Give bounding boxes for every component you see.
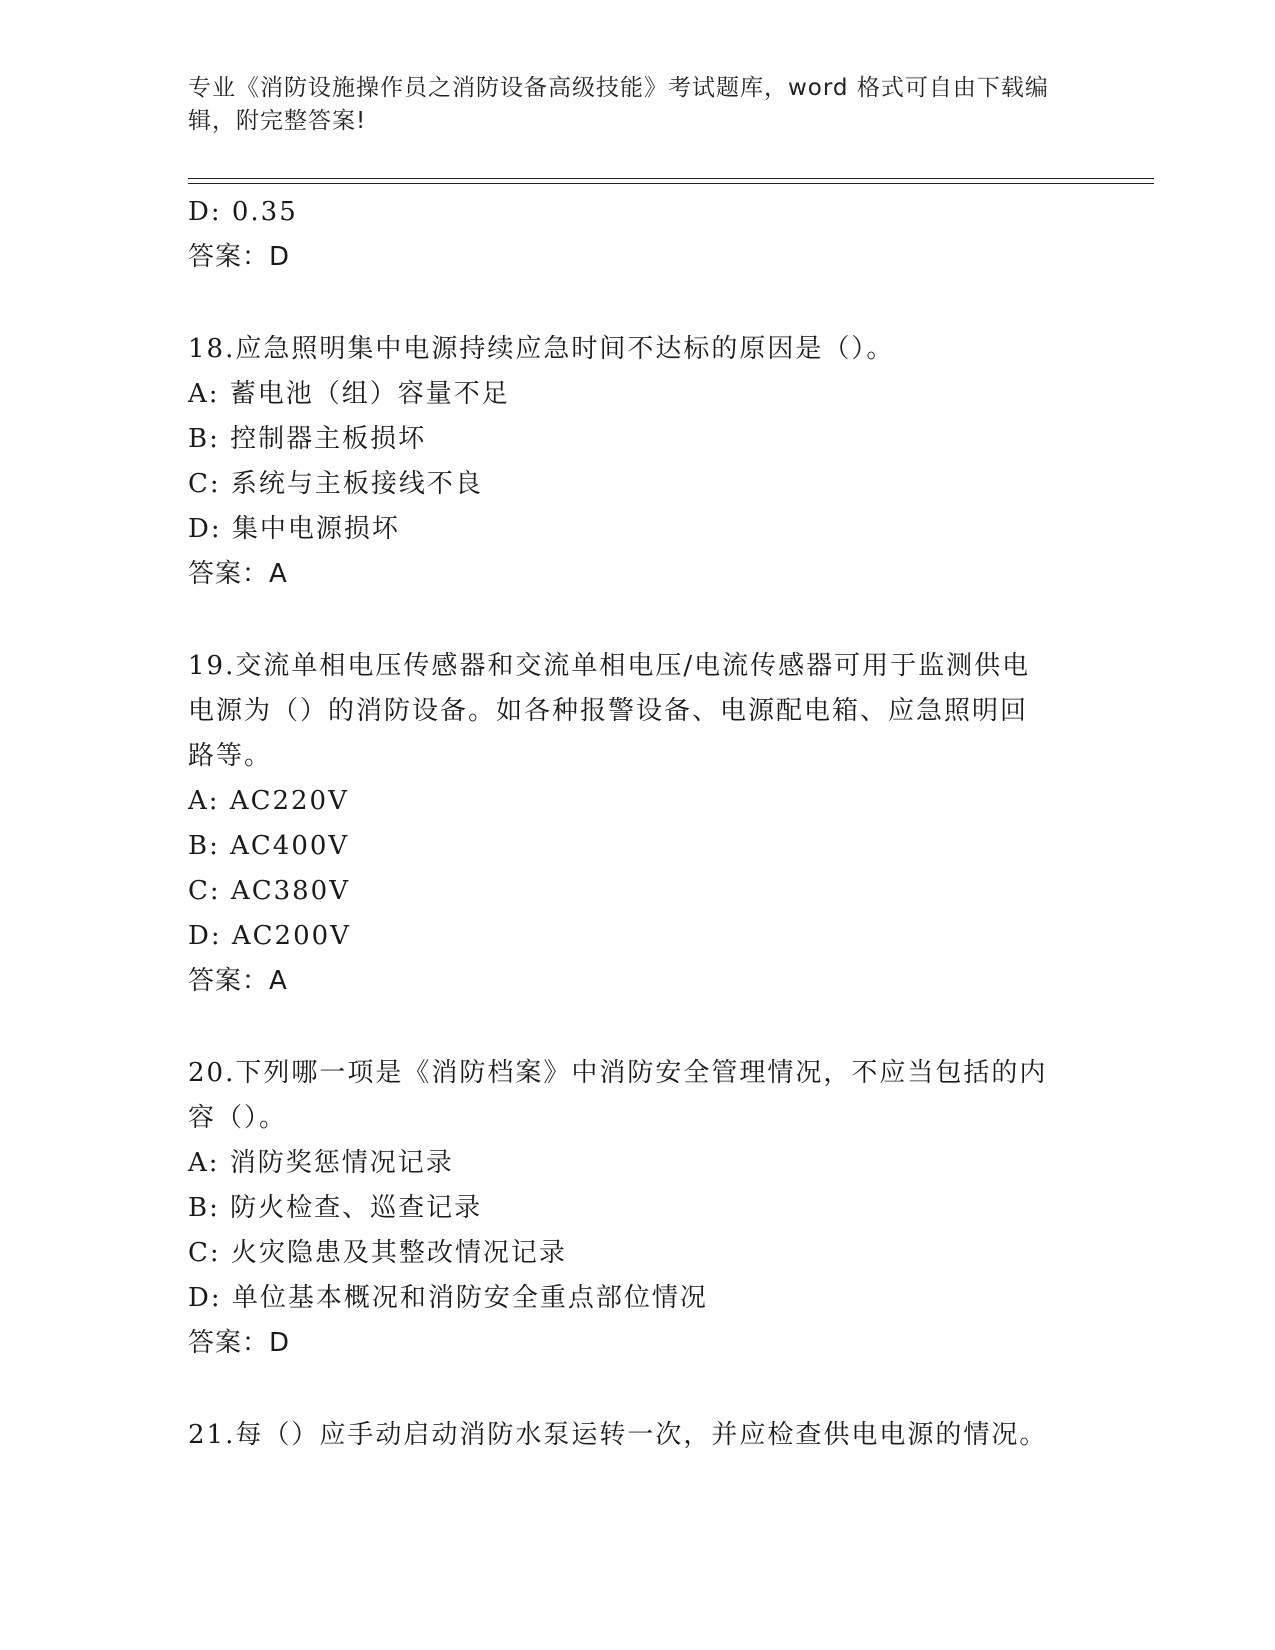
q19-option-a: A: AC220V	[188, 786, 349, 816]
q20-option-c: C: 火灾隐患及其整改情况记录	[188, 1238, 567, 1268]
q19-option-b: B: AC400V	[188, 831, 350, 861]
q21-stem: 21.每（）应手动启动消防水泵运转一次，并应检查供电电源的情况。	[188, 1420, 1048, 1450]
header-line-1: 专业《消防设施操作员之消防设备高级技能》考试题库，word 格式可自由下载编	[188, 75, 1049, 101]
question-list	[188, 190, 1088, 1458]
header-divider	[188, 178, 1154, 184]
q19-stem-line-2: 电源为（）的消防设备。如各种报警设备、电源配电箱、应急照明回	[188, 696, 1029, 726]
q17-answer: 答案：D	[188, 242, 291, 272]
q19-answer: 答案：A	[188, 966, 288, 996]
q18-stem: 18.应急照明集中电源持续应急时间不达标的原因是（）。	[188, 334, 895, 364]
q19-stem-line-1: 19.交流单相电压传感器和交流单相电压/电流传感器可用于监测供电	[188, 651, 1031, 681]
q17-option-d: D: 0.35	[188, 197, 298, 227]
q19-option-d: D: AC200V	[188, 921, 351, 951]
q18-option-c: C: 系统与主板接线不良	[188, 469, 483, 499]
q20-answer: 答案：D	[188, 1328, 291, 1358]
q20-option-b: B: 防火检查、巡查记录	[188, 1193, 483, 1223]
q18-option-d: D: 集中电源损坏	[188, 514, 400, 544]
q19-option-c: C: AC380V	[188, 876, 350, 906]
header-line-2: 辑，附完整答案!	[188, 108, 367, 134]
q20-stem-line-2: 容（）。	[188, 1103, 288, 1133]
q18-option-a: A: 蓄电池（组）容量不足	[188, 379, 510, 409]
q19-stem-line-3: 路等。	[188, 741, 273, 771]
q20-option-d: D: 单位基本概况和消防安全重点部位情况	[188, 1283, 708, 1313]
q20-stem-line-1: 20.下列哪一项是《消防档案》中消防安全管理情况，不应当包括的内	[188, 1058, 1048, 1088]
q18-option-b: B: 控制器主板损坏	[188, 424, 427, 454]
q18-answer: 答案：A	[188, 559, 288, 589]
document-header	[188, 72, 1068, 138]
q20-option-a: A: 消防奖惩情况记录	[188, 1148, 454, 1178]
